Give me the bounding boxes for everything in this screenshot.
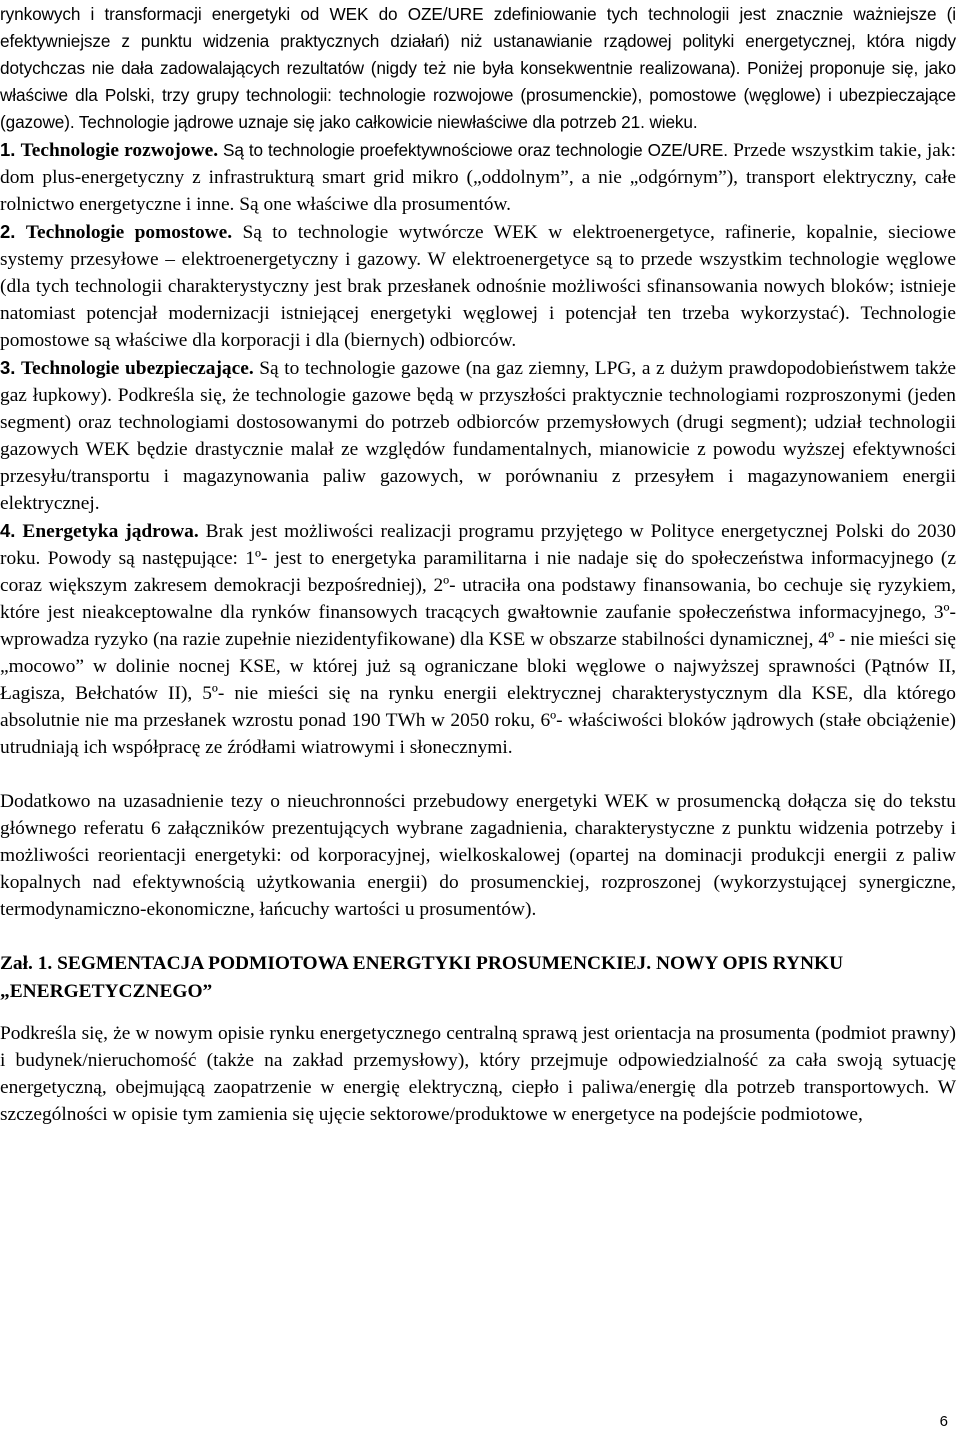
item-1-heading: Technologie rozwojowe. [20, 140, 219, 161]
list-item-1 [0, 136, 956, 218]
item-1-sans-tail: Są to technologie proefektywnościowe oraz technologie OZE/URE. [218, 140, 728, 160]
spacer [0, 1006, 956, 1020]
list-item-3 [0, 354, 956, 517]
item-2-body: Są to technologie wytwórcze WEK w elektroenergetyce, rafinerie, kopalnie, sieciowe systemy przesyłowe – elektroenergetyczny i gazowy. W elektroenergetyce są to przede wszystkim technologie węglowe (dla tych technologii charakterystyczny jest brak przesłanek odnośnie możliwości sfinansowania nowych bloków; istnieje natomiast potencjał modernizacji istniejącej energetyki węglowej i potencjał ten trzeba wykorzystać). Technologie pomostowe są właściwe dla korporacji i dla (biernych) odbiorców. [0, 222, 956, 351]
item-3-body: Są to technologie gazowe (na gaz ziemny, LPG, a z dużym prawdopodobieństwem także gaz łupkowy). Podkreśla się, że technologie gazowe będą w przyszłości praktycznie technologiami rozproszonymi (jeden segment) oraz technologiami dostosowanymi do potrzeb odbiorców przemysłowych (drugi segment); udział technologii gazowych WEK będzie drastycznie malał ze względów fundamentalnych, mianowicie z powodu wyższej efektywności przesyłu/transportu i magazynowania paliw gazowych, w porównaniu z przesyłem i magazynowaniem energii elektrycznej. [0, 358, 956, 514]
item-3-number: 3. [0, 357, 16, 378]
page-number: 6 [939, 1413, 948, 1430]
item-3-heading: Technologie ubezpieczające. [21, 358, 254, 379]
item-4-number: 4. [0, 520, 16, 541]
spacer [0, 923, 956, 950]
attachment-heading: Zał. 1. SEGMENTACJA PODMIOTOWA ENERGTYKI PROSUMENCKIEJ. NOWY OPIS RYNKU „ENERGETYCZNEGO” [0, 953, 844, 1002]
intro-text: rynkowych i transformacji energetyki od WEK do OZE/URE zdefiniowanie tych technologii jest znacznie ważniejsze (i efektywniejsze z punktu widzenia praktycznych działań) niż ustanawianie rządowej polityki energetycznej, która nigdy dotychczas nie dała zadowalających rezultatów (nigdy też nie była konsekwentnie realizowana). Poniżej proponuje się, jako właściwe dla Polski, trzy grupy technologii: technologie rozwojowe (prosumenckie), pomostowe (węglowe) i ubezpieczające (gazowe). Technologie jądrowe uznaje się jako całkowicie niewłaściwe dla potrzeb 21. wieku. [0, 4, 956, 132]
item-4-heading: Energetyka jądrowa. [22, 521, 199, 542]
item-1-body: Przede wszystkim takie, jak: dom plus-energetyczny z infrastrukturą smart grid mikro („oddolnym”, a nie „odgórnym”), transport elektryczny, całe rolnictwo energetyczne i inne. Są one właściwe dla prosumentów. [0, 140, 956, 215]
paragraph-additional: Dodatkowo na uzasadnienie tezy o nieuchronności przebudowy energetyki WEK w prosumencką dołącza się do tekstu głównego referatu 6 załączników prezentujących wybrane zagadnienia, charakterystyczne z punktu widzenia potrzeby i możliwości reorientacji energetyki: od korporacyjnej, wielkoskalowej (opartej na dominacji produkcji energii z paliw kopalnych nad efektywnością użytkowania energii) do prosumenckiej, rozproszonej (wykorzystującej synergiczne, termodynamiczno-ekonomiczne, łańcuchy wartości u prosumentów). [0, 791, 956, 920]
list-item-2 [0, 218, 956, 354]
list-item-4 [0, 517, 956, 761]
paragraph-intro [0, 0, 956, 136]
spacer [0, 761, 956, 788]
item-2-number: 2. [0, 221, 16, 242]
item-4-body: Brak jest możliwości realizacji programu przyjętego w Polityce energetycznej Polski do 2030 roku. Powody są następujące: 1º- jest to energetyka paramilitarna i nie nadaje się do społeczeństwa informacyjnego (z coraz większym zakresem demokracji bezpośredniej), 2º- utraciła ona podstawy finansowania, bo cechuje się ryzykiem, które jest nieakceptowalne dla rynków finansowych tracących gwałtownie zaufanie społeczeństwa informacyjnego, 3º- wprowadza ryzyko (na razie zupełnie niezidentyfikowane) dla KSE w obszarze stabilności dynamicznej, 4º - nie mieści się „mocowo” w dolinie nocnej KSE, w której już są ograniczane bloki węglowe o najwyższej sprawności (Pątnów II, Łagisza, Bełchatów II), 5º- nie mieści się na rynku energii elektrycznej charakterystycznym dla KSE, dla którego absolutnie nie ma przesłanek wzrostu ponad 190 TWh w 2050 roku, 6º- właściwości bloków jądrowych (stałe obciążenie) utrudniają ich współpracę ze źródłami wiatrowymi i słonecznymi. [0, 521, 956, 758]
paragraph-final: Podkreśla się, że w nowym opisie rynku energetycznego centralną sprawą jest orientacja na prosumenta (podmiot prawny) i budynek/nieruchomość (także na zakład przemysłowy), który przejmuje odpowiedzialność za cała swoją sytuację energetyczną, obejmującą zaopatrzenie w energię elektryczną, ciepło i paliwa/energię dla potrzeb transportowych. W szczególności w opisie tym zamienia się ujęcie sektorowe/produktowe w energetyce na podejście podmiotowe, [0, 1023, 956, 1125]
item-1-number: 1. [0, 139, 16, 160]
item-2-heading: Technologie pomostowe. [25, 222, 233, 243]
